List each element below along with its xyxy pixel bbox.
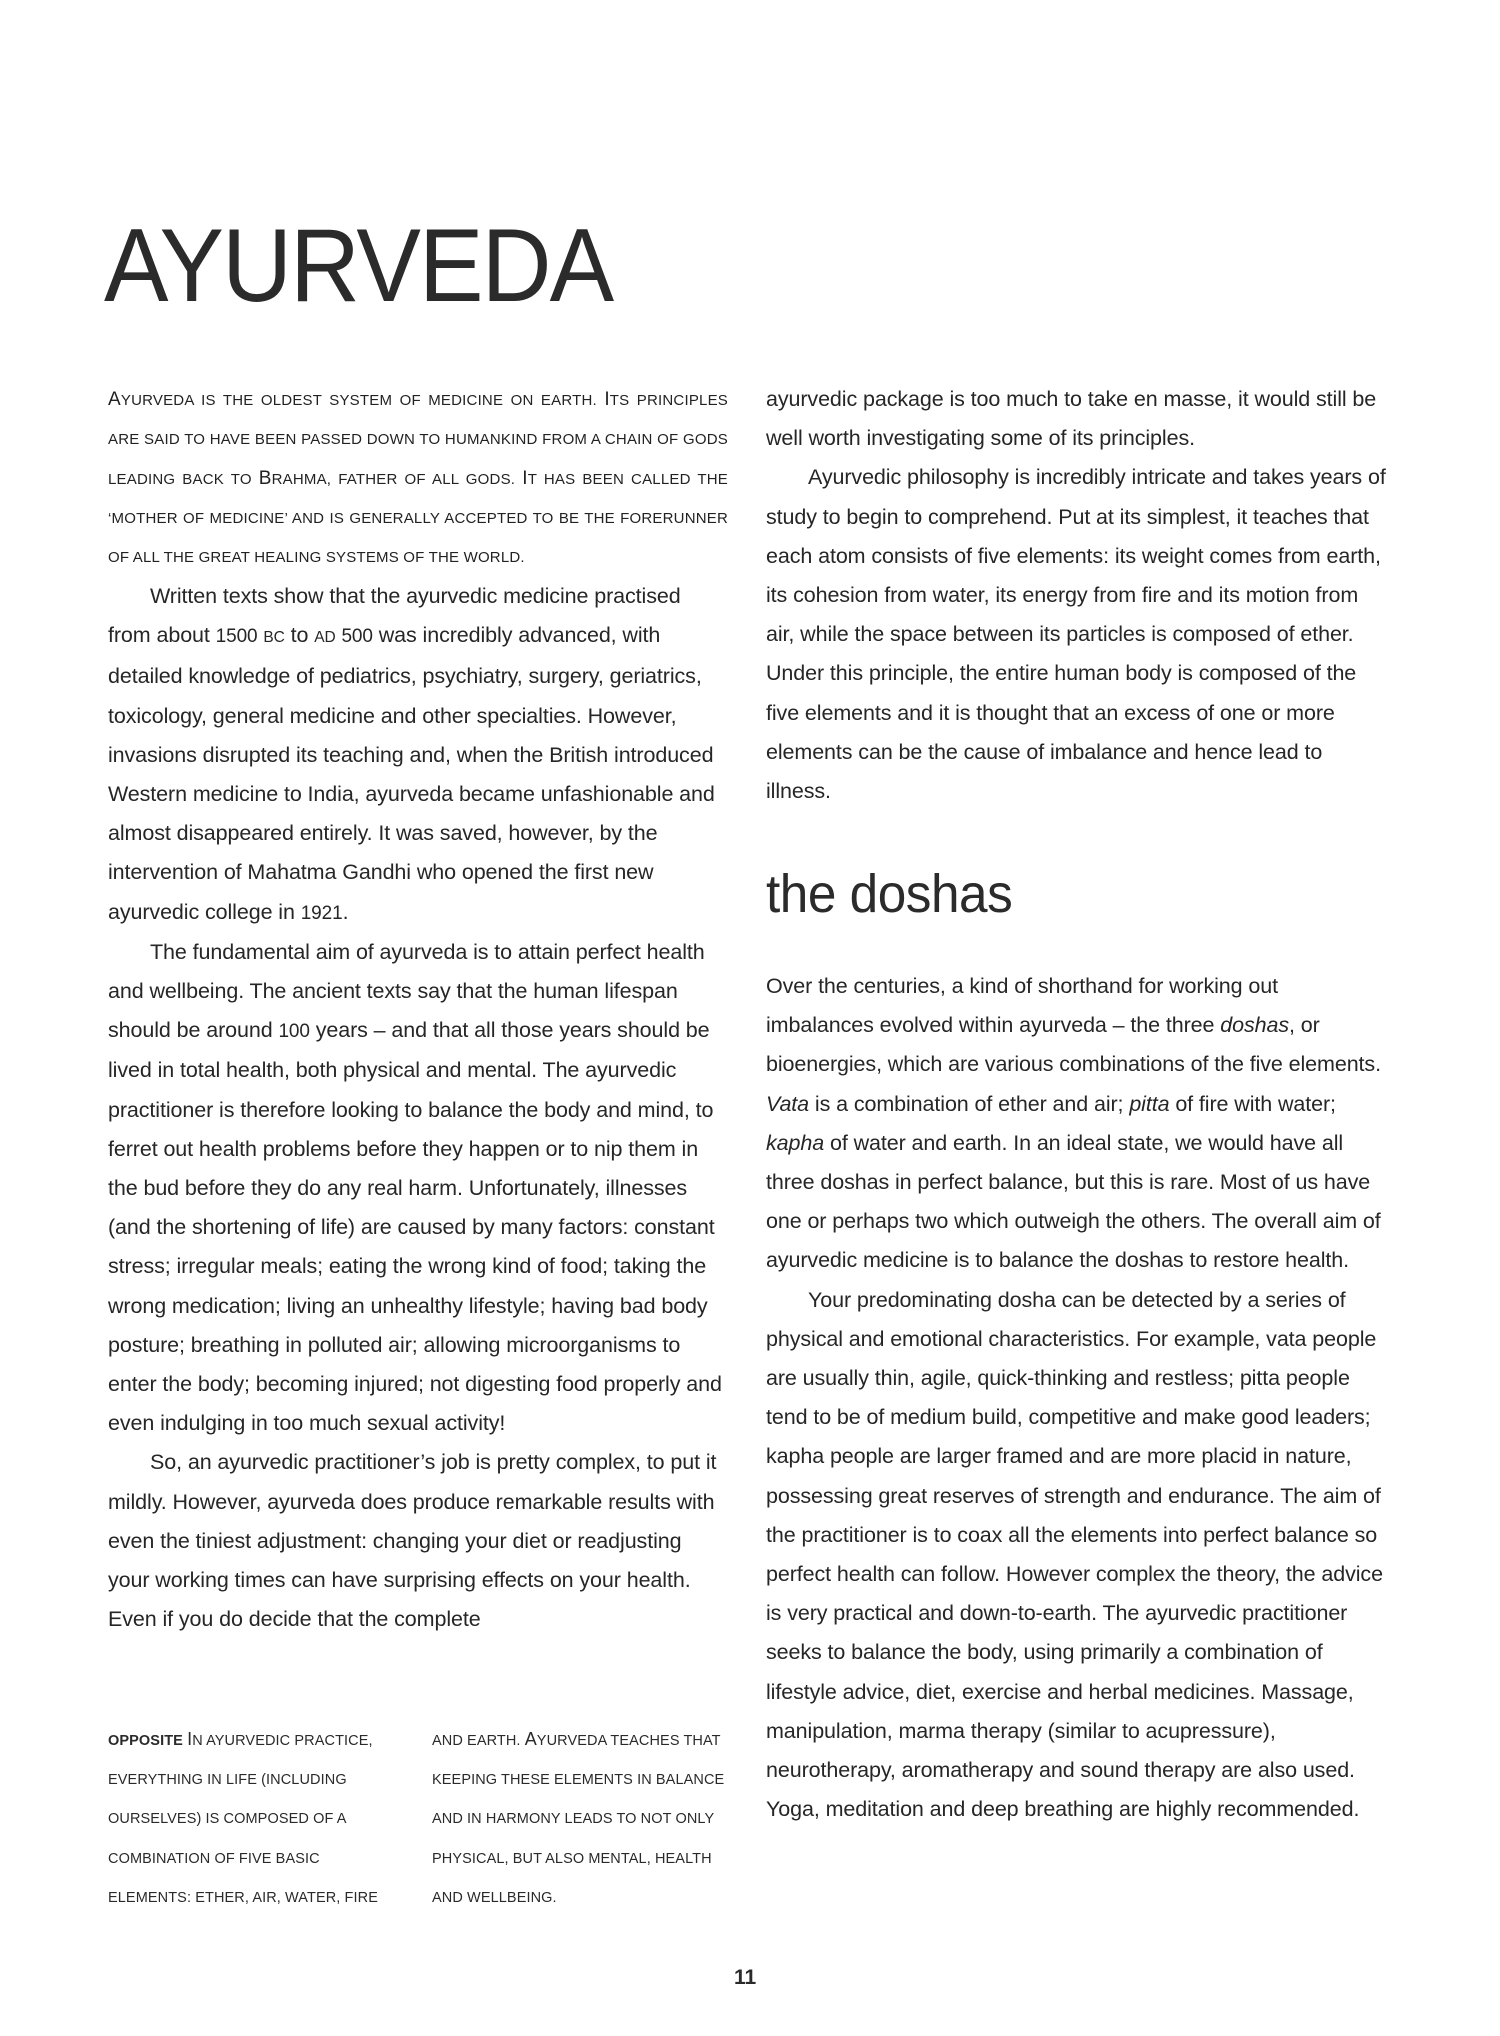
italic-term: Vata [766, 1091, 810, 1116]
intro-cap: B [258, 468, 272, 489]
italic-term: pitta [1129, 1091, 1170, 1116]
caption-lead: OPPOSITE [108, 1733, 183, 1749]
number: 100 [278, 1021, 310, 1043]
intro-cap: A [108, 389, 121, 410]
body-text: is a combination of ether and air; [809, 1091, 1130, 1116]
body-paragraph-philosophy: Ayurvedic philosophy is incredibly intricate and takes years of study to begin to comprehend. Put at its simplest, it teaches that each atom consists of five elements: its weight comes from earth, its cohesion from water, its energy from fire and its motion from air, while the space between its particles is composed of ether. Under this principle, the entire human body is composed of the five elements and it is thought that an excess of one or more elements can be the cause of imbalance and hence lead to illness. [766, 465, 1386, 804]
intro-paragraph [108, 380, 728, 577]
body-text: was incredibly advanced, with detailed knowledge of pediatrics, psychiatry, surgery, geriatrics, toxicology, general medicine and other specialties. However, invasions disrupted its teaching and, when the British introduced Western medicine to India, ayurveda became unfashionable and almost disappeared entirely. It was saved, however, by the intervention of Mahatma Gandhi who opened the first new ayurvedic college in [108, 623, 715, 924]
era-label: AD [314, 629, 336, 647]
intro-text: YURVEDA IS THE OLDEST SYSTEM OF MEDICINE ON EARTH. [120, 392, 605, 409]
right-column-doshas [766, 967, 1391, 1829]
italic-term: kapha [766, 1130, 825, 1155]
body-text: of water and earth. In an ideal state, we would have all three doshas in perfect balance, but this is rare. Most of us have one or perhaps two which outweigh the others. The overall aim of ayurvedic medicine is to balance the doshas to restore health. [766, 1130, 1381, 1273]
intro-text: RAHMA, FATHER OF ALL GODS. [271, 471, 523, 488]
caption-text: YURVEDA TEACHES THAT KEEPING THESE ELEMENTS IN BALANCE AND IN HARMONY LEADS TO NOT ONLY PHYSICAL, BUT ALSO MENTAL, HEALTH AND WELLBEING. [432, 1733, 725, 1906]
section-heading-doshas: the doshas [766, 864, 1013, 924]
page-number: 11 [734, 1966, 757, 1989]
body-paragraph-practitioner: So, an ayurvedic practitioner’s job is pretty complex, to put it mildly. However, ayurveda does produce remarkable results with even the tiniest adjustment: changing your diet or readjusting your working times can have surprising effects on your health. Even if you do decide that the complete [108, 1450, 717, 1632]
era-label: BC [263, 629, 285, 647]
body-text: Written texts show that the ayurvedic medicine practised from about [108, 584, 681, 648]
image-caption-right [432, 1720, 732, 1918]
caption-cap: I [187, 1729, 193, 1749]
body-paragraph-history [108, 577, 728, 933]
year: 1500 [215, 626, 258, 648]
italic-term: doshas [1220, 1013, 1289, 1038]
body-paragraph-aim [108, 933, 728, 1444]
body-text: of fire with water; [1169, 1091, 1336, 1116]
body-paragraph-predominating-dosha: Your predominating dosha can be detected by a series of physical and emotional characteristics. For example, vata people are usually thin, agile, quick-thinking and restless; pitta people tend to be of medium build, competitive and make good leaders; kapha people are larger framed and are more placid in nature, possessing great reserves of strength and endurance. The aim of the practitioner is to coax all the elements into perfect balance so perfect health can follow. However complex the theory, the advice is very practical and down-to-earth. The ayurvedic practitioner seeks to balance the body, using primarily a combination of lifestyle advice, diet, exercise and herbal medicines. Massage, manipulation, marma therapy (similar to acupressure), neurotherapy, aromatherapy and sound therapy are also used. Yoga, meditation and deep breathing are highly recommended. [766, 1287, 1383, 1822]
intro-cap: I [522, 468, 528, 489]
image-caption-left [108, 1720, 398, 1918]
body-text: , or bioenergies, which are various combinations of the five elements. [766, 1013, 1381, 1077]
intro-text: T HAS BEEN CALLED THE ‘MOTHER OF MEDICINE’ AND IS GENERALLY ACCEPTED TO BE THE FORERUNNER OF ALL THE GREAT HEALING SYSTEMS OF THE WORLD. [108, 471, 728, 566]
body-paragraph-doshas-intro [766, 967, 1391, 1281]
body-text: The fundamental aim of ayurveda is to attain perfect health and wellbeing. The ancient texts say that the human lifespan should be around [108, 939, 705, 1043]
year: 1921 [300, 902, 343, 924]
year: 500 [341, 626, 373, 648]
body-text: years – and that all those years should be lived in total health, both physical and mental. The ayurvedic practitioner is therefore looking to balance the body and mind, to ferret out health problems before they happen or to nip them in the bud before they do any real harm. Unfortunately, illnesses (and the shortening of life) are caused by many factors: constant stress; irregular meals; eating the wrong kind of food; taking the wrong medication; living an unhealthy lifestyle; having bad body posture; breathing in polluted air; allowing microorganisms to enter the body; becoming injured; not digesting food properly and even indulging in too much sexual activity! [108, 1018, 722, 1436]
body-paragraph-continued: ayurvedic package is too much to take en masse, it would still be well worth investigating some of its principles. [766, 387, 1377, 451]
left-column [108, 380, 728, 1639]
body-text: . [342, 899, 349, 924]
intro-text: TS PRINCIPLES ARE SAID TO HAVE BEEN PASSED DOWN TO HUMANKIND FROM A CHAIN OF GODS LEADING BACK TO [108, 392, 728, 488]
caption-text: AND EARTH. [432, 1733, 525, 1749]
body-text: to [284, 623, 315, 648]
caption-cap: A [524, 1729, 537, 1749]
page-title: AYURVEDA [104, 208, 613, 324]
intro-cap: I [604, 389, 610, 410]
caption-text: N AYURVEDIC PRACTICE, EVERYTHING IN LIFE (INCLUDING OURSELVES) IS COMPOSED OF A COMBINATION OF FIVE BASIC ELEMENTS: ETHER, AIR, WATER, FIRE [108, 1733, 378, 1906]
body-text: Over the centuries, a kind of shorthand for working out imbalances evolved within ayurveda – the three [766, 974, 1278, 1038]
right-column-top [766, 380, 1391, 811]
